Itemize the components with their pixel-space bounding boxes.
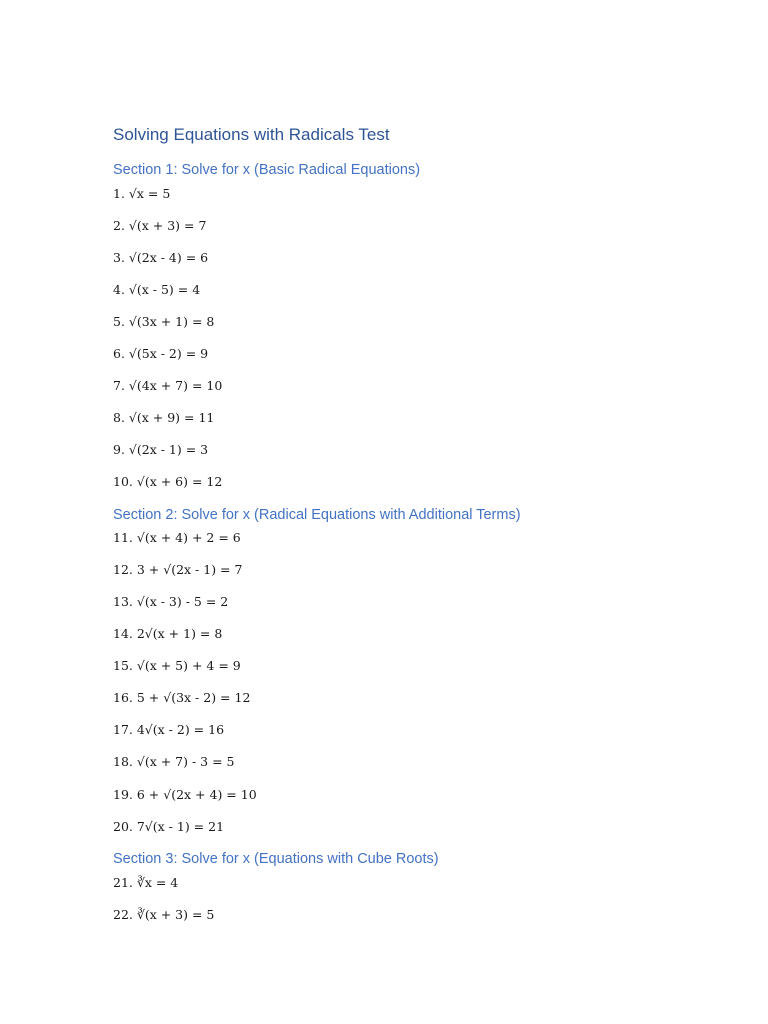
problem-3: 3. √(2x - 4) = 6 <box>113 250 209 265</box>
problem-16: 16. 5 + √(3x - 2) = 12 <box>113 690 251 705</box>
section-2-heading: Section 2: Solve for x (Radical Equations with Additional Terms) <box>113 507 521 523</box>
problem-10: 10. √(x + 6) = 12 <box>113 474 223 489</box>
section-3-heading: Section 3: Solve for x (Equations with Cube Roots) <box>113 851 439 867</box>
problem-2: 2. √(x + 3) = 7 <box>113 218 207 233</box>
problem-13: 13. √(x - 3) - 5 = 2 <box>113 594 229 609</box>
section-1-heading: Section 1: Solve for x (Basic Radical Equations) <box>113 162 421 178</box>
problem-18: 18. √(x + 7) - 3 = 5 <box>113 754 235 769</box>
document-title: Solving Equations with Radicals Test <box>113 125 390 144</box>
problem-11: 11. √(x + 4) + 2 = 6 <box>113 530 241 545</box>
problem-8: 8. √(x + 9) = 11 <box>113 410 215 425</box>
problem-7: 7. √(4x + 7) = 10 <box>113 378 223 393</box>
problem-21: 21. ∛x = 4 <box>113 875 179 890</box>
problem-12: 12. 3 + √(2x - 1) = 7 <box>113 562 243 577</box>
problem-14: 14. 2√(x + 1) = 8 <box>113 626 223 641</box>
problem-4: 4. √(x - 5) = 4 <box>113 282 201 297</box>
problem-15: 15. √(x + 5) + 4 = 9 <box>113 658 241 673</box>
problem-17: 17. 4√(x - 2) = 16 <box>113 722 225 737</box>
problem-20: 20. 7√(x - 1) = 21 <box>113 819 225 834</box>
problem-19: 19. 6 + √(2x + 4) = 10 <box>113 787 257 802</box>
problem-6: 6. √(5x - 2) = 9 <box>113 346 209 361</box>
problem-5: 5. √(3x + 1) = 8 <box>113 314 215 329</box>
problem-9: 9. √(2x - 1) = 3 <box>113 442 209 457</box>
problem-22: 22. ∛(x + 3) = 5 <box>113 907 215 922</box>
problem-1: 1. √x = 5 <box>113 186 171 201</box>
